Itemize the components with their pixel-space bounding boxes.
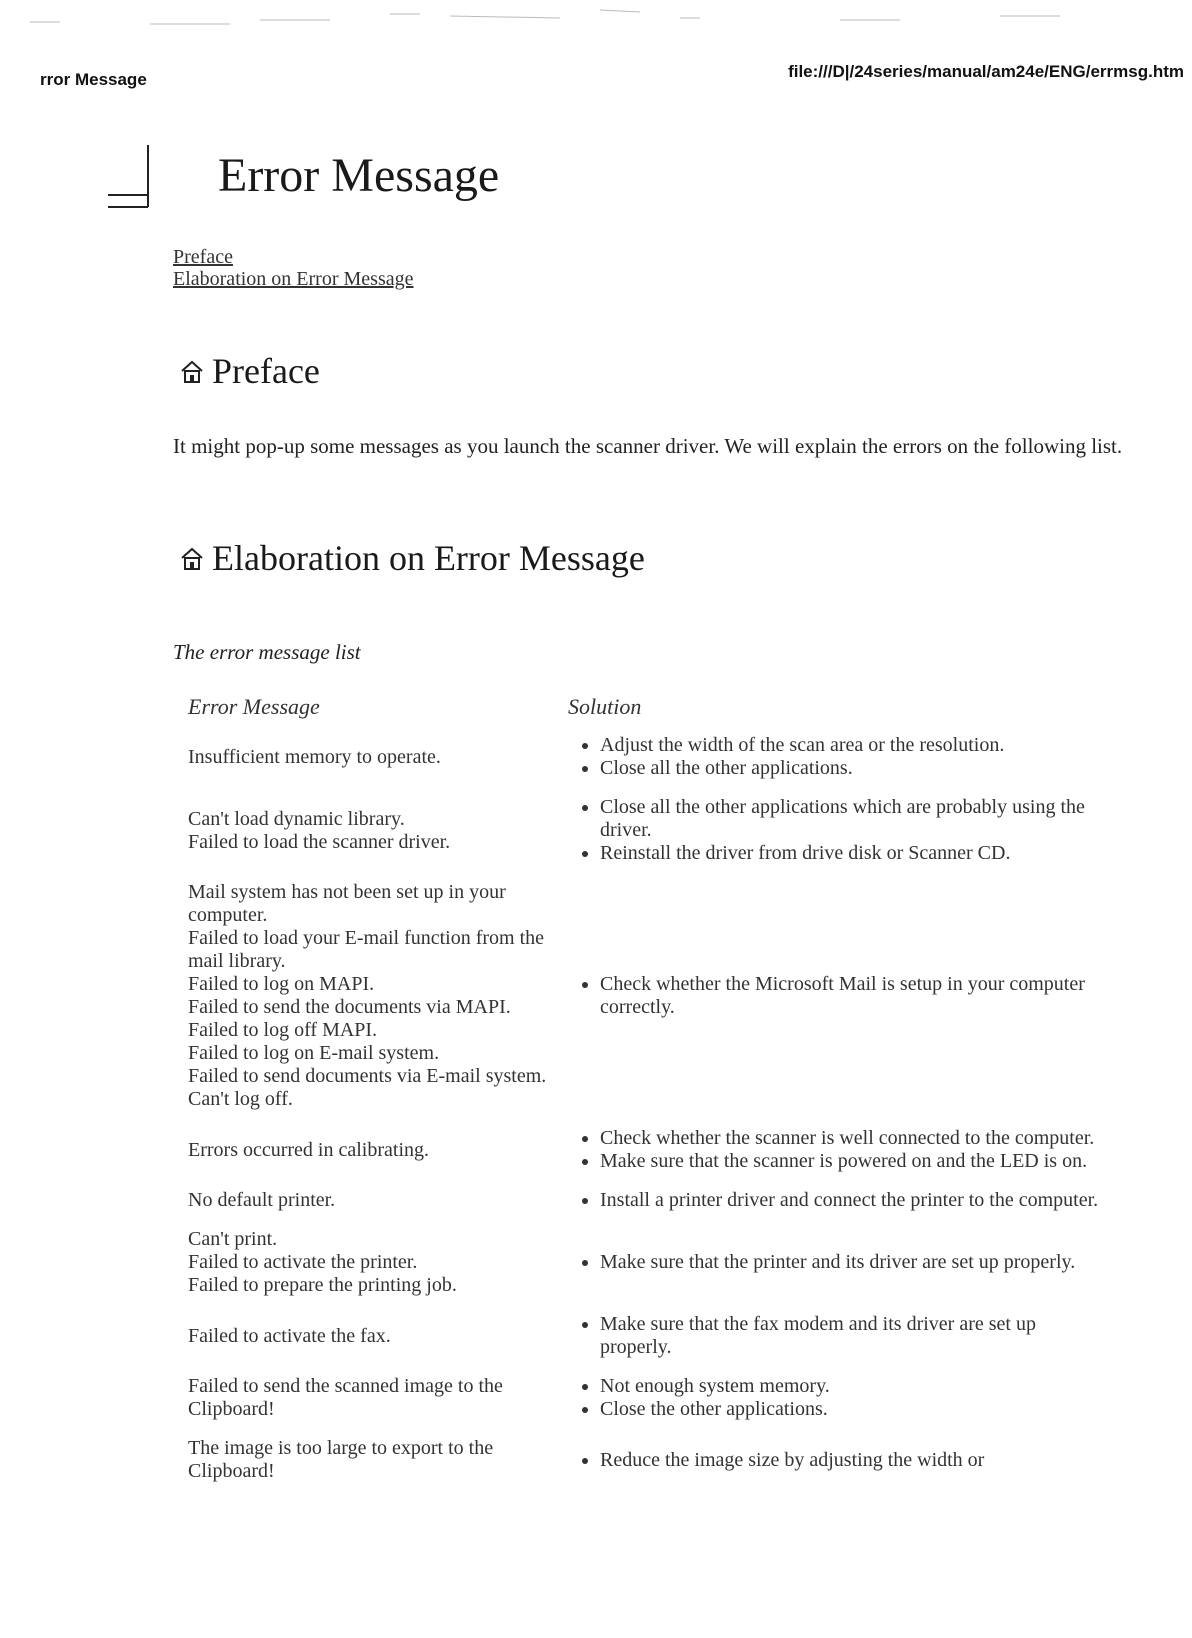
solution-item: • Make sure that the printer and its driver are set up properly. [600,1251,1103,1274]
solution-item: • Reduce the image size by adjusting the width or [600,1449,1103,1472]
error-message-cell [178,1123,558,1185]
error-message-cell [178,730,558,792]
error-list-caption: The error message list [173,640,361,664]
error-message-cell [178,1433,558,1495]
error-message-cell [178,1371,558,1433]
toc-link-elaboration[interactable]: Elaboration on Error Message [173,268,414,290]
solution-list [568,1189,1103,1212]
solution-cell [558,792,1113,877]
error-message-text: Failed to load the scanner driver. [188,830,451,853]
solution-item: • Check whether the Microsoft Mail is setup in your computer correctly. [600,973,1103,1019]
error-message-text: Failed to log on MAPI. [188,973,375,995]
column-header-error-message: Error Message [188,694,320,719]
table-row [178,1224,1113,1309]
page-title: Error Message [218,149,500,202]
solution-item: • Not enough system memory. [600,1375,1103,1398]
solution-item: • Reinstall the driver from drive disk or Scanner CD. [600,842,1103,865]
solution-list [568,1375,1103,1421]
error-message-cell [178,1224,558,1309]
error-message-text: Failed to prepare the printing job. [188,1274,457,1296]
solution-list [568,1127,1103,1173]
solution-cell [558,1224,1113,1309]
solution-cell [558,1433,1113,1495]
error-message-text: Insufficient memory to operate. [188,745,441,768]
error-message-cell [178,877,558,1123]
error-message-text: The image is too large to export to the Clipboard! [188,1437,494,1482]
error-message-text: Mail system has not been set up in your computer. [188,881,506,926]
home-icon[interactable] [178,357,206,385]
solution-list [568,1313,1103,1359]
error-message-text: Failed to send documents via E-mail system. [188,1065,547,1087]
page-corner-mark [108,145,154,215]
error-message-text: Failed to send the documents via MAPI. [188,996,511,1018]
solution-list [568,1251,1103,1274]
solution-item: • Install a printer driver and connect the printer to the computer. [600,1189,1103,1212]
table-row [178,1309,1113,1371]
error-message-text: Failed to activate the printer. [188,1251,418,1273]
toc-link-preface[interactable]: Preface [173,246,233,268]
error-message-text: Can't load dynamic library. [188,807,405,830]
error-table-body [178,730,1113,1495]
solution-cell [558,1371,1113,1433]
error-message-text: No default printer. [188,1189,336,1211]
elaboration-heading-text: Elaboration on Error Message [212,538,645,578]
solution-item: • Make sure that the fax modem and its driver are set up properly. [600,1313,1103,1359]
preface-paragraph: It might pop-up some messages as you launch the scanner driver. We will explain the errors on the following list. [173,434,1123,458]
error-table [178,690,1113,1495]
elaboration-heading [178,537,645,579]
solution-cell [558,1185,1113,1224]
table-row [178,1371,1113,1433]
table-header-row [178,690,1113,730]
table-row [178,792,1113,877]
header-url: file:///D|/24series/manual/am24e/ENG/errmsg.htm [788,62,1184,81]
error-message-cell [178,1185,558,1224]
error-message-text: Failed to activate the fax. [188,1324,391,1347]
table-row [178,1123,1113,1185]
solution-cell [558,730,1113,792]
table-row [178,877,1113,1123]
header-title: rror Message [40,70,147,89]
solution-cell [558,877,1113,1123]
solution-list [568,1449,1103,1472]
error-message-text: Failed to log on E-mail system. [188,1042,440,1064]
solution-list [568,973,1103,1019]
preface-heading-text: Preface [212,351,320,391]
error-message-cell [178,1309,558,1371]
column-header-solution: Solution [568,694,642,719]
solution-item: • Close all the other applications. [600,757,1103,780]
solution-cell [558,1123,1113,1185]
error-message-text: Can't log off. [188,1088,293,1110]
solution-item: • Adjust the width of the scan area or the resolution. [600,734,1103,757]
solution-cell [558,1309,1113,1371]
solution-item: • Close the other applications. [600,1398,1103,1421]
error-message-text: Errors occurred in calibrating. [188,1138,430,1161]
error-message-cell [178,792,558,877]
error-message-text: Failed to send the scanned image to the Clipboard! [188,1375,503,1420]
solution-item: • Close all the other applications which are probably using the driver. [600,796,1103,842]
home-icon[interactable] [178,544,206,572]
solution-list [568,734,1103,780]
error-message-text: Can't print. [188,1228,278,1250]
table-of-contents [173,246,413,290]
solution-item: • Check whether the scanner is well connected to the computer. [600,1127,1103,1150]
scan-noise [0,0,1192,30]
error-message-text: Failed to load your E-mail function from the mail library. [188,927,545,972]
table-row [178,1185,1113,1224]
solution-item: • Make sure that the scanner is powered on and the LED is on. [600,1150,1103,1173]
error-message-text: Failed to log off MAPI. [188,1019,378,1041]
solution-list [568,796,1103,865]
preface-heading [178,350,320,392]
table-row [178,730,1113,792]
table-row [178,1433,1113,1495]
